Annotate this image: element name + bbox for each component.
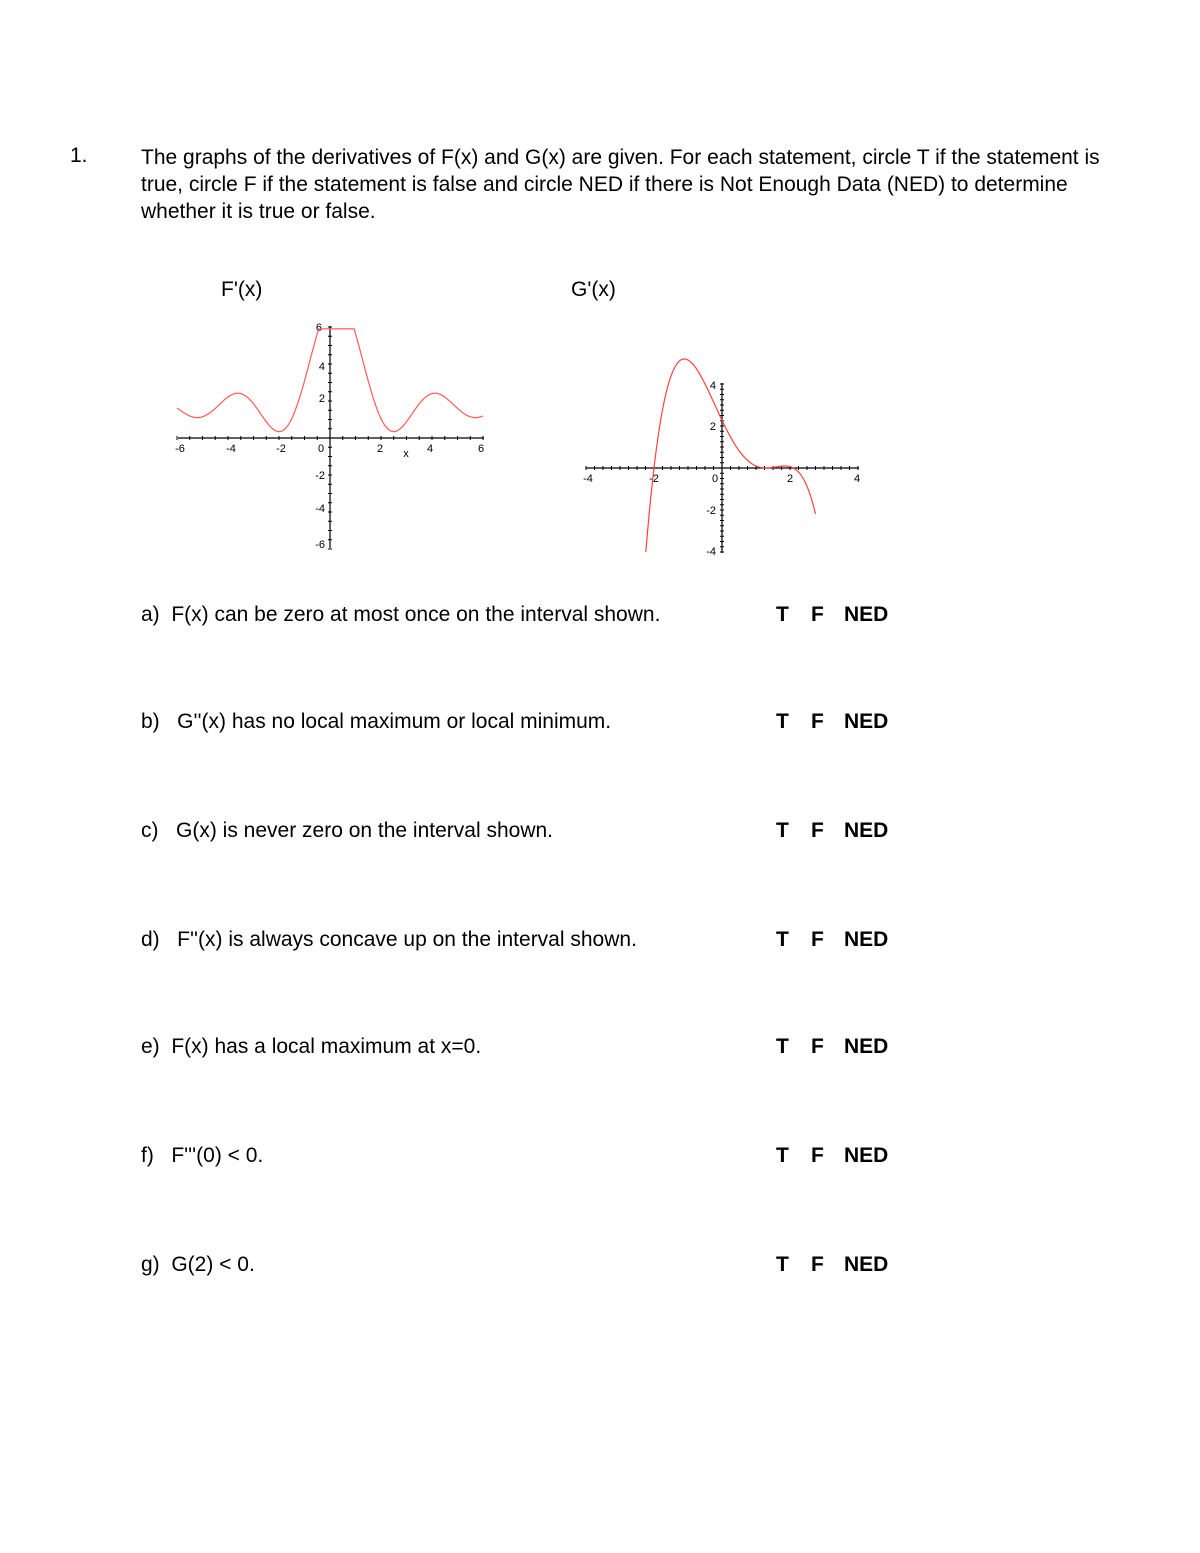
- g-prime-graph-label: G'(x): [571, 278, 616, 301]
- choices-f: [776, 1144, 888, 1168]
- g-x-tick-label: -2: [649, 473, 659, 485]
- choice-ned[interactable]: NED: [844, 1144, 889, 1167]
- choice-false[interactable]: F: [811, 1253, 824, 1276]
- choices-e: [776, 1035, 888, 1059]
- choice-false[interactable]: F: [811, 1035, 824, 1058]
- choice-true[interactable]: T: [776, 1253, 789, 1276]
- choice-false[interactable]: F: [811, 710, 824, 733]
- choice-false[interactable]: F: [811, 819, 824, 842]
- statement-a: a) F(x) can be zero at most once on the interval shown.: [141, 603, 661, 626]
- f-prime-y-tick-labels: [315, 322, 325, 551]
- statement-e: e) F(x) has a local maximum at x=0.: [141, 1035, 482, 1058]
- f-y-tick-label: 2: [318, 393, 325, 405]
- choices-b: [776, 710, 888, 734]
- choice-true[interactable]: T: [776, 1035, 789, 1058]
- f-x-tick-label: 6: [477, 443, 485, 455]
- f-prime-graph: [0, 0, 1200, 600]
- f-y-tick-label: 4: [318, 361, 325, 373]
- f-x-tick-label: 2: [376, 443, 384, 455]
- choice-true[interactable]: T: [776, 928, 789, 951]
- choice-false[interactable]: F: [811, 603, 824, 626]
- f-y-tick-label: -2: [315, 470, 325, 482]
- f-x-tick-label: -6: [175, 443, 185, 455]
- f-prime-graph-label: F'(x): [221, 278, 263, 301]
- statement-g: g) G(2) < 0.: [141, 1253, 255, 1276]
- choice-ned[interactable]: NED: [844, 819, 889, 842]
- f-y-tick-label: 6: [315, 322, 322, 334]
- choices-d: [776, 928, 888, 952]
- choice-true[interactable]: T: [776, 1144, 789, 1167]
- g-x-tick-label: 0: [711, 473, 719, 485]
- g-y-tick-label: -2: [706, 505, 716, 517]
- choice-true[interactable]: T: [776, 603, 789, 626]
- choice-ned[interactable]: NED: [844, 928, 889, 951]
- choices-c: [776, 819, 888, 843]
- choice-false[interactable]: F: [811, 1144, 824, 1167]
- choice-false[interactable]: F: [811, 928, 824, 951]
- question-prompt: The graphs of the derivatives of F(x) and G(x) are given. For each statement, circle T if the statement is true, circle F if the statement is false and circle NED if there is Not Enough Data (NED) to determine whether it is true or false.: [141, 146, 1100, 223]
- g-prime-curve: [646, 359, 816, 552]
- f-x-tick-label: -4: [226, 443, 236, 455]
- statement-f: f) F'''(0) < 0.: [141, 1144, 264, 1167]
- choice-ned[interactable]: NED: [844, 710, 889, 733]
- g-x-tick-label: 2: [786, 473, 794, 485]
- statement-d: d) F''(x) is always concave up on the interval shown.: [141, 928, 637, 951]
- g-y-tick-label: 4: [709, 380, 716, 392]
- g-y-tick-label: -4: [706, 546, 716, 558]
- g-x-tick-label: 4: [853, 473, 861, 485]
- f-x-tick-label: 4: [426, 443, 434, 455]
- f-x-tick-label: 0: [317, 443, 325, 455]
- f-y-tick-label: -4: [315, 503, 325, 515]
- f-x-axis-variable: x: [403, 448, 409, 460]
- f-y-tick-label: -6: [315, 539, 325, 551]
- question-number: 1.: [70, 144, 88, 167]
- choice-ned[interactable]: NED: [844, 1035, 889, 1058]
- statement-c: c) G(x) is never zero on the interval shown.: [141, 819, 553, 842]
- g-prime-y-tick-labels: [706, 380, 719, 558]
- g-y-tick-label: 2: [709, 421, 716, 433]
- choice-true[interactable]: T: [776, 710, 789, 733]
- choices-g: [776, 1253, 888, 1277]
- choice-true[interactable]: T: [776, 819, 789, 842]
- statement-b: b) G''(x) has no local maximum or local minimum.: [141, 710, 612, 733]
- f-prime-axes: [178, 326, 484, 548]
- choice-ned[interactable]: NED: [844, 603, 889, 626]
- choices-a: [776, 603, 888, 627]
- g-x-tick-label: -4: [583, 473, 593, 485]
- f-x-tick-label: -2: [276, 443, 286, 455]
- choice-ned[interactable]: NED: [844, 1253, 889, 1276]
